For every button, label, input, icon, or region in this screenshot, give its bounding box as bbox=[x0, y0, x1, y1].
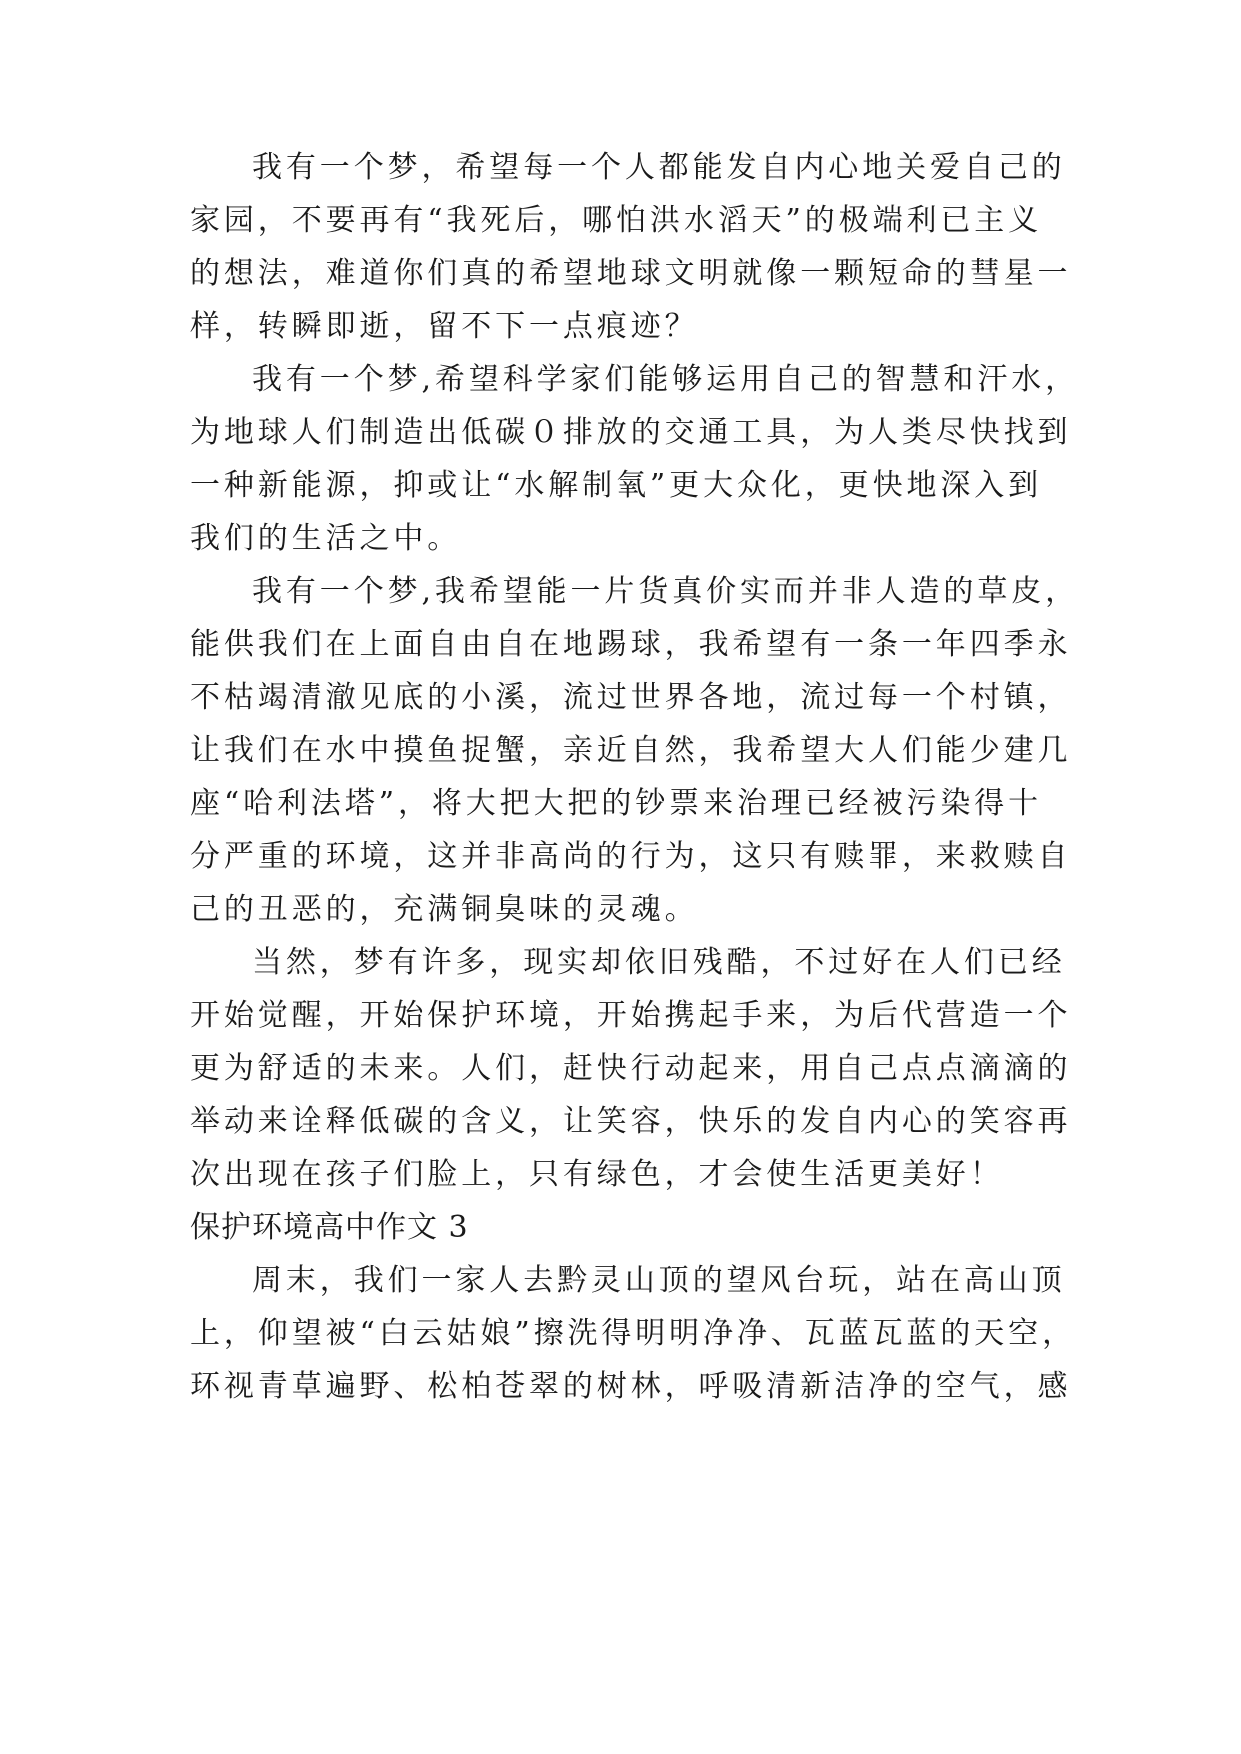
paragraph-5-line-1: 周末，我们一家人去黔灵山顶的望风台玩，站在高山顶 bbox=[252, 1263, 1066, 1298]
paragraph-5-line-3: 环视青草遍野、松柏苍翠的树林，呼吸清新洁净的空气，感 bbox=[190, 1369, 1072, 1404]
paragraph-3-line-7: 己的丑恶的，充满铜臭味的灵魂。 bbox=[190, 892, 699, 927]
paragraph-2-line-2: 为地球人们制造出低碳０排放的交通工具，为人类尽快找到 bbox=[190, 415, 1072, 450]
paragraph-5-line-2: 上，仰望被“白云姑娘”擦洗得明明净净、瓦蓝瓦蓝的天空， bbox=[190, 1316, 1076, 1351]
paragraph-2-line-1: 我有一个梦,希望科学家们能够运用自己的智慧和汗水， bbox=[252, 362, 1080, 397]
paragraph-3-line-5: 座“哈利法塔”，将大把大把的钞票来治理已经被污染得十 bbox=[190, 786, 1043, 821]
paragraph-3-line-2: 能供我们在上面自由自在地踢球，我希望有一条一年四季永 bbox=[190, 627, 1072, 662]
paragraph-4-line-1: 当然，梦有许多，现实却依旧残酷，不过好在人们已经 bbox=[252, 945, 1066, 980]
paragraph-4-line-5: 次出现在孩子们脸上，只有绿色，才会使生活更美好！ bbox=[190, 1157, 1004, 1192]
paragraph-2-line-3: 一种新能源，抑或让“水解制氧”更大众化，更快地深入到 bbox=[190, 468, 1043, 503]
section-heading: 保护环境高中作文 3 bbox=[190, 1210, 469, 1245]
paragraph-3-line-6: 分严重的环境，这并非高尚的行为，这只有赎罪，来救赎自 bbox=[190, 839, 1072, 874]
paragraph-4-line-3: 更为舒适的未来。人们，赶快行动起来，用自己点点滴滴的 bbox=[190, 1051, 1072, 1086]
paragraph-1-line-2: 家园，不要再有“我死后，哪怕洪水滔天”的极端利已主义 bbox=[190, 203, 1043, 238]
paragraph-1-line-3: 的想法，难道你们真的希望地球文明就像一颗短命的彗星一 bbox=[190, 256, 1072, 291]
paragraph-3-line-1: 我有一个梦,我希望能一片货真价实而并非人造的草皮， bbox=[252, 574, 1080, 609]
paragraph-4-line-2: 开始觉醒，开始保护环境，开始携起手来，为后代营造一个 bbox=[190, 998, 1072, 1033]
paragraph-3-line-3: 不枯竭清澈见底的小溪，流过世界各地，流过每一个村镇， bbox=[190, 680, 1072, 715]
paragraph-3-line-4: 让我们在水中摸鱼捉蟹，亲近自然，我希望大人们能少建几 bbox=[190, 733, 1072, 768]
paragraph-2-line-4: 我们的生活之中。 bbox=[190, 521, 462, 556]
paragraph-1-line-4: 样，转瞬即逝，留不下一点痕迹？ bbox=[190, 309, 699, 344]
paragraph-4-line-4: 举动来诠释低碳的含义，让笑容，快乐的发自内心的笑容再 bbox=[190, 1104, 1072, 1139]
paragraph-1-line-1: 我有一个梦，希望每一个人都能发自内心地关爱自己的 bbox=[252, 150, 1066, 185]
